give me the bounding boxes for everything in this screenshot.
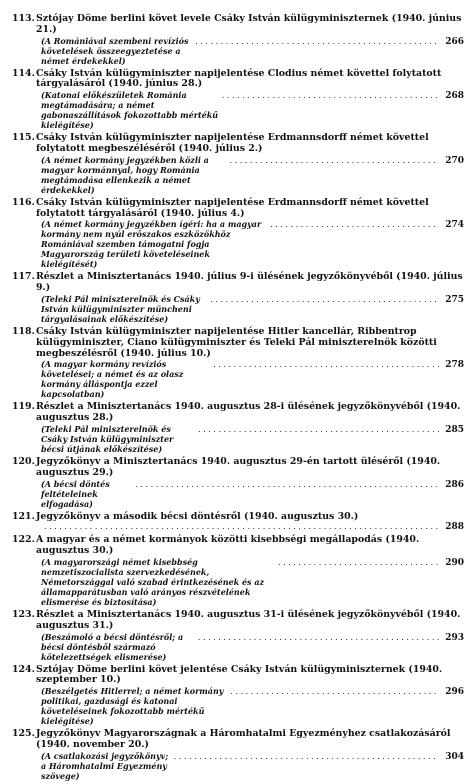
entry-note: (A magyarországi német kisebbség nemzetiszocialista szervezkedésének, Németországgal való szabad érintkezésének és az államapparátusban való arányos részvételének elismerése és biztosítása) (41, 556, 265, 607)
entry-note-line (36, 359, 464, 399)
entry-title: Részlet a Minisztertanács 1940. augusztus 31-i ülésének jegyzőkönyvéből (1940. augusztus 31.) (36, 608, 461, 631)
entry-page-number: 278 (445, 360, 464, 371)
entry-number: 125. (12, 728, 35, 740)
toc-entry (12, 535, 464, 607)
entry-number: 120. (12, 455, 35, 467)
entry-note: (Teleki Pál miniszterelnök és Csáky István külügyminiszter müncheni tárgyalásainak előkészítése) (41, 293, 200, 324)
entry-note: (Beszámoló a bécsi döntésről; a bécsi döntésből származó kötelezettségek elismerése) (41, 631, 184, 662)
entry-page-number: 266 (445, 36, 464, 47)
entry-page-number: 274 (445, 220, 464, 231)
entry-title: Jegyzőkönyv a második bécsi döntésről (1940. augusztus 30.) (36, 510, 359, 522)
entry-page-number: 286 (445, 479, 464, 490)
entry-body (36, 327, 464, 399)
entry-body (36, 272, 464, 324)
entry-title: Csáky István külügyminiszter napijelentése Erdmannsdorff német követtel folytatott megbeszéléséről (1940. július 2.) (36, 132, 429, 154)
entry-note-line (36, 632, 464, 662)
entry-body (36, 535, 464, 607)
entry-note: (Katonai előkészületek Románia megtámadására; a német gabonaszállítások fokozottabb mértékű kielégítése) (41, 90, 219, 131)
entry-note-line (36, 686, 464, 726)
entry-title: Jegyzőkönyv a Minisztertanács 1940. augusztus 29-én tartott üléséről (1940. augusztus 29.) (36, 455, 441, 478)
entry-body (36, 610, 464, 662)
dot-leader (174, 752, 439, 762)
entry-body (36, 14, 464, 66)
entry-page-number: 296 (445, 687, 464, 698)
dot-leader (230, 156, 439, 166)
entry-page-number: 304 (445, 751, 464, 762)
entry-number: 116. (12, 196, 35, 208)
dot-leader (210, 295, 439, 305)
dot-leader (198, 633, 439, 643)
entry-note-line (36, 219, 464, 269)
entry-title: Részlet a Minisztertanács 1940. augusztus 28-i ülésének jegyzőkönyvéből (1940. augusztus 28.) (36, 401, 461, 424)
entry-note: (Beszélgetés Hitlerrel; a német kormány politikai, gazdasági és katonai követeléseinek fokozottabb mértékű kielégítése) (41, 686, 224, 727)
entry-page-number: 268 (445, 91, 464, 102)
entry-note: (A csatlakozási jegyzőkönyv; a Háromhatalmi Egyezmény szövege) (41, 750, 169, 781)
entry-number: 114. (12, 67, 35, 79)
entry-number: 123. (12, 608, 35, 620)
entry-title: Részlet a Minisztertanács 1940. július 9-i ülésének jegyzőkönyvéből (1940. július 9.) (36, 271, 463, 294)
entry-body (36, 402, 464, 454)
entry-body (36, 133, 464, 195)
toc-entry (12, 512, 464, 533)
entry-note-line (36, 522, 464, 532)
toc-entry (12, 402, 464, 454)
entry-page-number: 290 (445, 557, 464, 568)
entry-note-line (36, 36, 464, 66)
entry-page-number: 288 (445, 522, 464, 533)
toc-entry (12, 69, 464, 131)
entry-body (36, 665, 464, 727)
toc-entry (12, 133, 464, 195)
entry-body (36, 198, 464, 270)
dot-leader (198, 425, 439, 435)
table-of-contents (12, 14, 464, 784)
entry-number: 117. (12, 271, 35, 283)
dot-leader (270, 220, 439, 230)
entry-page-number: 270 (445, 155, 464, 166)
entry-body (36, 512, 464, 533)
toc-entry (12, 665, 464, 727)
entry-note-line (36, 751, 464, 781)
dot-leader (44, 522, 439, 532)
entry-title: Csáky István külügyminiszter napijelentése Clodius német követtel folytatott tárgyalásáról (1940. június 28.) (36, 67, 442, 90)
entry-title: Sztójay Döme berlini követ jelentése Csáky István külügyminiszternek (1940. szeptember 10.) (36, 663, 443, 686)
entry-number: 122. (12, 534, 35, 546)
entry-number: 118. (12, 325, 35, 337)
entry-page-number: 275 (445, 294, 464, 305)
entry-note: (A magyar kormány revíziós követelései; a német és az olasz kormány álláspontja ezzel kapcsolatban) (41, 359, 184, 400)
entry-note-line (36, 155, 464, 195)
toc-entry (12, 327, 464, 399)
entry-number: 113. (12, 13, 35, 24)
entry-note-line (36, 90, 464, 130)
entry-note: (A német kormány jegyzékben ígéri: ha a magyar kormány nem nyúl erőszakos eszközökhöz Romániával szemben támogatni fogja Magyarország területi követeléseinek kielégítését) (41, 219, 262, 270)
dot-leader (135, 480, 439, 490)
entry-body (36, 729, 464, 781)
dot-leader (213, 360, 439, 370)
toc-entry (12, 14, 464, 66)
toc-entry (12, 457, 464, 509)
dot-leader (230, 687, 439, 697)
entry-number: 121. (12, 510, 35, 522)
entry-title: A magyar és a német kormányok közötti kisebbségi megállapodás (1940. augusztus 30.) (36, 534, 420, 557)
entry-note: (Teleki Pál miniszterelnök és Csáky István külügyminiszter bécsi útjának előkészítése) (41, 423, 174, 454)
entry-note: (A Romániával szembeni revíziós követelések összeegyeztetése a német érdekekkel) (41, 35, 189, 66)
entry-number: 124. (12, 663, 35, 675)
toc-entry (12, 729, 464, 781)
entry-title: Csáky István külügyminiszter napijelentése Erdmannsdorff német követtel folytatott tárgyalásáról (1940. július 4.) (36, 196, 429, 219)
dot-leader (278, 558, 439, 568)
entry-title: Csáky István külügyminiszter napijelentése Hitler kancellár, Ribbentrop külügyminiszter, Ciano külügyminiszter és Teleki Pál miniszterelnök közötti megbeszélésről (1940. július 10.) (36, 325, 437, 359)
entry-body (36, 69, 464, 131)
entry-note: (A bécsi döntés feltételeinek elfogadása) (41, 478, 110, 509)
entry-number: 119. (12, 401, 35, 413)
entry-note: (A német kormány jegyzékben közli a magyar kormánnyal, hogy Románia megtámadása ellenkezik a német érdekekkel) (41, 154, 209, 195)
entry-note-line (36, 557, 464, 607)
toc-entry (12, 610, 464, 662)
entry-note-line (36, 294, 464, 324)
dot-leader (195, 37, 439, 47)
entry-note-line (36, 424, 464, 454)
entry-page-number: 293 (445, 632, 464, 643)
entry-title: Jegyzőkönyv Magyarországnak a Háromhatalmi Egyezményhez csatlakozásáról (1940. november 20.) (36, 728, 451, 750)
entry-note-line (36, 479, 464, 509)
entry-title: Sztójay Döme berlini követ levele Csáky István külügyminiszternek (1940. június 21.) (36, 13, 462, 35)
entry-body (36, 457, 464, 509)
entry-page-number: 285 (445, 424, 464, 435)
entry-number: 115. (12, 132, 35, 144)
toc-entry (12, 198, 464, 270)
dot-leader (222, 91, 439, 101)
toc-entry (12, 272, 464, 324)
